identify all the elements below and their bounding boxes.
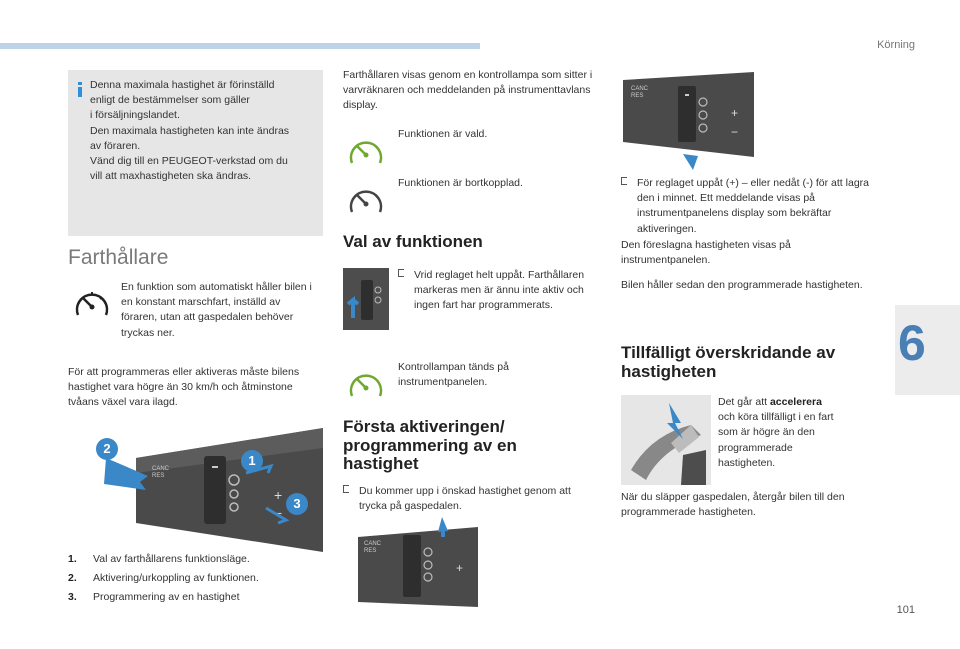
pedal-image <box>621 395 711 485</box>
release-pedal-text: När du släpper gaspedalen, återgår bilen till den programmerade hastigheten. <box>621 491 845 519</box>
chapter-title: Körning <box>877 39 915 51</box>
callout-2: 2 <box>96 438 118 460</box>
speedometer-green-icon <box>346 133 386 169</box>
suggested-speed-text: Den föreslagna hastigheten visas på instrumentpanelen. <box>621 239 791 267</box>
list-item: 3. Programmering av en hastighet <box>68 591 240 604</box>
list-item: 2. Aktivering/urkoppling av funktionen. <box>68 572 259 585</box>
state-disabled-text: Funktionen är bortkopplad. <box>398 177 523 189</box>
top-accent-bar <box>0 43 480 49</box>
info-box <box>68 70 323 236</box>
pedal-illustration <box>621 395 711 485</box>
stalk-adjust-image <box>623 72 754 170</box>
cruise-intro: En funktion som automatiskt håller bilen i en konstant marschfart, inställd av föraren, utan att gaspedalen behöver tryckas ner. <box>121 281 312 339</box>
select-function-heading: Val av funktionen <box>343 232 483 251</box>
cruise-control-heading: Farthållare <box>68 246 169 269</box>
cancel-res-label: CANC RES <box>152 466 170 479</box>
stalk-rotate-image <box>343 268 389 330</box>
rotate-illustration <box>343 268 389 330</box>
list-item: 1. Val av farthållarens funktionsläge. <box>68 553 250 565</box>
select-bullet: Vrid reglaget helt uppåt. Farthållaren markeras men är ännu inte aktiv och ingen fart har programmerats. <box>398 268 593 314</box>
svg-text:−: − <box>274 505 283 521</box>
svg-text:+: + <box>731 106 739 120</box>
state-selected-text: Funktionen är vald. <box>398 128 488 140</box>
chapter-number: 6 <box>898 315 926 371</box>
overspeed-heading: Tillfälligt överskridande av hastigheten <box>621 343 836 381</box>
stalk-accelerate-image <box>358 517 478 607</box>
info-icon <box>77 82 83 96</box>
svg-text:+: + <box>456 561 464 575</box>
accelerate-text: Det går att accelerera och köra tillfälligt i en fart som är högre än den programmerade hastigheten. <box>718 396 834 469</box>
maintain-speed-text: Bilen håller sedan den programmerade hastigheten. <box>621 279 863 291</box>
adjust-bullet: För reglaget uppåt (+) – eller nedåt (-) för att lagra den i minnet. Ett meddelande visas på instrumentpanelens display som bekräftar aktiveringen. <box>621 176 876 237</box>
speedometer-icon <box>72 285 112 321</box>
speedometer-off-icon <box>346 182 386 218</box>
bullet-marker <box>343 485 349 493</box>
svg-text:−: − <box>731 125 739 139</box>
program-requirement: För att programmeras eller aktiveras måste bilens hastighet vara högre än 30 km/h och åtminstone tvåans växel vara ilagd. <box>68 366 300 409</box>
stalk-image-numbered <box>86 428 323 552</box>
numbered-legend <box>68 552 328 610</box>
stalk-illustration <box>86 428 323 552</box>
bullet-marker <box>621 177 627 185</box>
lamp-text: Kontrollampan tänds på instrumentpanelen. <box>398 361 509 389</box>
first-activation-heading: Första aktiveringen/ programmering av en hastighet <box>343 417 517 474</box>
first-bullet: Du kommer upp i önskad hastighet genom att trycka på gaspedalen. <box>343 484 593 514</box>
callout-1: 1 <box>241 450 263 472</box>
page-number: 101 <box>896 604 915 616</box>
cancel-res-label: CANC RES <box>364 541 382 554</box>
accelerate-illustration <box>358 517 478 607</box>
svg-text:+: + <box>274 487 283 503</box>
callout-3: 3 <box>286 493 308 515</box>
bullet-marker <box>398 269 404 277</box>
cancel-res-label: CANC RES <box>631 86 649 99</box>
indicator-intro: Farthållaren visas genom en kontrollampa som sitter i varvräknaren och meddelanden på instrumenttavlans display. <box>343 69 593 112</box>
info-text: Denna maximala hastighet är förinställd enligt de bestämmelser som gäller i försäljningslandet. Den maximala hastigheten kan inte ändras av föraren. Vänd dig till en PEUGEOT-verkstad om du vill att maxhastigheten ska ändras. <box>90 79 290 183</box>
speedometer-lamp-icon <box>346 366 386 402</box>
